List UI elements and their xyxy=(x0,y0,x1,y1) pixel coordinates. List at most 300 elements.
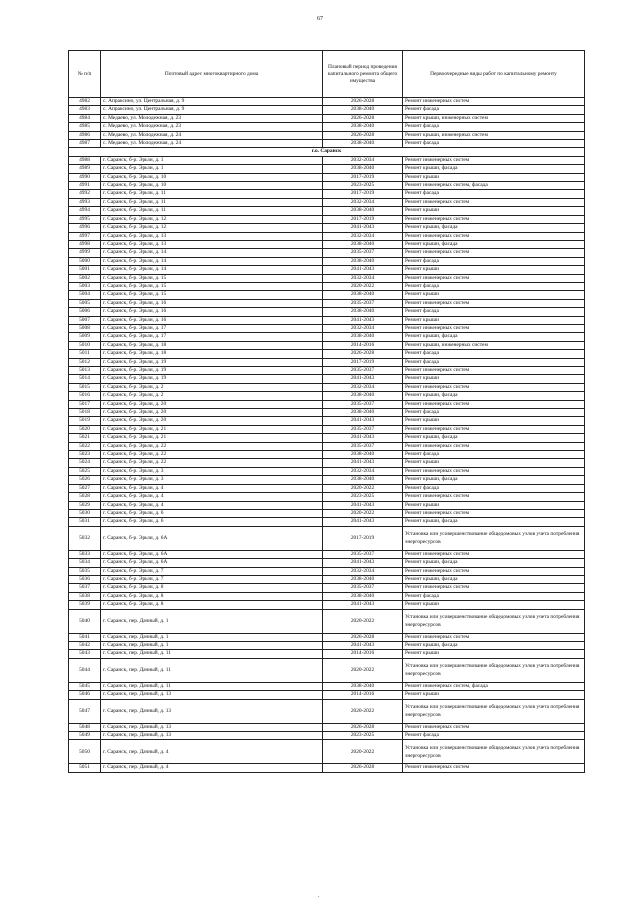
cell-period: 2023-2025 xyxy=(323,182,403,190)
cell-period: 2032-2034 xyxy=(323,383,403,391)
cell-address: г. Саранск, б-р. Эрьзи, д. 17 xyxy=(101,333,323,341)
cell-address: г. Саранск, б-р. Эрьзи, д. 18 xyxy=(101,350,323,358)
cell-works: Ремонт крыши, фасада xyxy=(403,476,585,484)
cell-period: 2041-2043 xyxy=(323,316,403,324)
table-row xyxy=(69,333,585,341)
table-row xyxy=(69,699,585,723)
group-title: г.о. Саранск xyxy=(69,148,585,156)
column-header-number: № п/п xyxy=(69,51,101,98)
cell-address: г. Саранск, б-р. Эрьзи, д. 11 xyxy=(101,190,323,198)
cell-number: 4986 xyxy=(69,131,101,139)
cell-period: 2014-2016 xyxy=(323,650,403,658)
cell-works: Ремонт инженерных систем xyxy=(403,249,585,257)
cell-address: г. Саранск, б-р. Эрьзи, д. 19 xyxy=(101,375,323,383)
cell-period: 2026-2028 xyxy=(323,131,403,139)
cell-number: 5015 xyxy=(69,383,101,391)
cell-number: 5038 xyxy=(69,592,101,600)
cell-address: г. Саранск, пер. Дачный, д. 13 xyxy=(101,732,323,740)
cell-address: г. Саранск, пер. Дачный, д. 11 xyxy=(101,650,323,658)
cell-works: Ремонт крыши, фасада xyxy=(403,224,585,232)
table-row xyxy=(69,641,585,649)
cell-number: 4993 xyxy=(69,198,101,206)
cell-works: Ремонт крыши xyxy=(403,501,585,509)
cell-works: Ремонт крыши xyxy=(403,459,585,467)
table-row xyxy=(69,291,585,299)
cell-period: 2038-2040 xyxy=(323,451,403,459)
cell-number: 4995 xyxy=(69,215,101,223)
cell-period: 2032-2034 xyxy=(323,567,403,575)
cell-works: Ремонт фасада xyxy=(403,451,585,459)
cell-address: г. Саранск, б-р. Эрьзи, д. 6А xyxy=(101,559,323,567)
cell-works: Ремонт фасада xyxy=(403,257,585,265)
cell-works: Ремонт крыши xyxy=(403,266,585,274)
cell-works: Ремонт инженерных систем xyxy=(403,98,585,106)
cell-period: 2020-2022 xyxy=(323,282,403,290)
cell-period: 2020-2022 xyxy=(323,509,403,517)
table-row xyxy=(69,182,585,190)
cell-period: 2041-2043 xyxy=(323,641,403,649)
table-row xyxy=(69,224,585,232)
cell-period: 2038-2040 xyxy=(323,308,403,316)
cell-works: Ремонт фасада xyxy=(403,308,585,316)
cell-number: 5028 xyxy=(69,493,101,501)
cell-number: 5012 xyxy=(69,358,101,366)
cell-works: Установка или усовершенствование общедомовых узлов учета потребления энергоресурсов xyxy=(403,526,585,550)
table-row xyxy=(69,249,585,257)
cell-number: 5007 xyxy=(69,316,101,324)
cell-address: г. Саранск, б-р. Эрьзи, д. 3 xyxy=(101,467,323,475)
cell-number: 5025 xyxy=(69,467,101,475)
cell-address: г. Саранск, б-р. Эрьзи, д. 13 xyxy=(101,232,323,240)
cell-works: Ремонт инженерных систем xyxy=(403,584,585,592)
cell-number: 5010 xyxy=(69,341,101,349)
cell-period: 2020-2022 xyxy=(323,609,403,633)
table-row xyxy=(69,198,585,206)
cell-number: 5037 xyxy=(69,584,101,592)
table-row xyxy=(69,392,585,400)
cell-number: 5031 xyxy=(69,518,101,526)
cell-address: г. Саранск, б-р. Эрьзи, д. 20 xyxy=(101,417,323,425)
table-header-row xyxy=(69,51,585,98)
cell-period: 2014-2016 xyxy=(323,341,403,349)
cell-number: 5003 xyxy=(69,282,101,290)
cell-address: г. Саранск, б-р. Эрьзи, д. 22 xyxy=(101,451,323,459)
cell-period: 2038-2040 xyxy=(323,123,403,131)
cell-address: г. Саранск, б-р. Эрьзи, д. 20 xyxy=(101,400,323,408)
cell-works: Ремонт крыши, фасада xyxy=(403,559,585,567)
table-row xyxy=(69,400,585,408)
cell-period: 2023-2025 xyxy=(323,732,403,740)
cell-works: Ремонт инженерных систем xyxy=(403,324,585,332)
cell-number: 5000 xyxy=(69,257,101,265)
cell-works: Ремонт крыши xyxy=(403,691,585,699)
table-row xyxy=(69,518,585,526)
cell-address: г. Саранск, пер. Дачный, д. 4 xyxy=(101,740,323,764)
table-row xyxy=(69,509,585,517)
cell-address: г. Саранск, б-р. Эрьзи, д. 8 xyxy=(101,601,323,609)
cell-period: 2035-2037 xyxy=(323,442,403,450)
cell-works: Установка или усовершенствование общедомовых узлов учета потребления энергоресурсов xyxy=(403,658,585,682)
table-row xyxy=(69,114,585,122)
cell-address: г. Саранск, б-р. Эрьзи, д. 15 xyxy=(101,282,323,290)
cell-works: Ремонт крыши, фасада xyxy=(403,575,585,583)
cell-number: 5039 xyxy=(69,601,101,609)
table-row xyxy=(69,417,585,425)
cell-works: Ремонт инженерных систем xyxy=(403,198,585,206)
table-row xyxy=(69,140,585,148)
cell-number: 5033 xyxy=(69,550,101,558)
cell-address: г. Саранск, б-р. Эрьзи, д. 1 xyxy=(101,165,323,173)
cell-number: 5035 xyxy=(69,567,101,575)
cell-works: Установка или усовершенствование общедомовых узлов учета потребления энергоресурсов xyxy=(403,609,585,633)
cell-period: 2014-2016 xyxy=(323,691,403,699)
cell-works: Ремонт крыши, фасада xyxy=(403,434,585,442)
column-header-period: Плановый период проведения капитального ремонта общего имущества xyxy=(323,51,403,98)
cell-works: Ремонт крыши, фасада xyxy=(403,518,585,526)
cell-address: г. Саранск, б-р. Эрьзи, д. 22 xyxy=(101,459,323,467)
table-row xyxy=(69,409,585,417)
column-header-works: Первоочередные виды работ по капитальному ремонту xyxy=(403,51,585,98)
cell-address: г. Саранск, б-р. Эрьзи, д. 2 xyxy=(101,383,323,391)
table-row xyxy=(69,358,585,366)
footer-mark: . xyxy=(318,893,320,899)
table-row xyxy=(69,106,585,114)
cell-works: Ремонт инженерных систем xyxy=(403,567,585,575)
cell-period: 2038-2040 xyxy=(323,207,403,215)
cell-period: 2032-2034 xyxy=(323,198,403,206)
cell-works: Ремонт фасада xyxy=(403,409,585,417)
cell-number: 5030 xyxy=(69,509,101,517)
cell-address: г. Саранск, б-р. Эрьзи, д. 19 xyxy=(101,367,323,375)
cell-number: 4992 xyxy=(69,190,101,198)
table-row xyxy=(69,575,585,583)
table-row xyxy=(69,732,585,740)
cell-address: г. Саранск, пер. Дачный, д. 1 xyxy=(101,641,323,649)
table-row xyxy=(69,131,585,139)
cell-address: г. Саранск, пер. Дачный, д. 13 xyxy=(101,723,323,731)
table-row xyxy=(69,723,585,731)
cell-number: 5041 xyxy=(69,633,101,641)
cell-address: г. Саранск, б-р. Эрьзи, д. 13 xyxy=(101,240,323,248)
table-row xyxy=(69,740,585,764)
table-row xyxy=(69,274,585,282)
cell-address: г. Саранск, б-р. Эрьзи, д. 8 xyxy=(101,584,323,592)
cell-period: 2035-2037 xyxy=(323,367,403,375)
cell-works: Ремонт фасада xyxy=(403,190,585,198)
cell-period: 2032-2034 xyxy=(323,156,403,164)
table-row xyxy=(69,308,585,316)
cell-works: Ремонт крыши xyxy=(403,291,585,299)
cell-address: г. Саранск, б-р. Эрьзи, д. 12 xyxy=(101,215,323,223)
cell-works: Ремонт фасада xyxy=(403,592,585,600)
cell-number: 4987 xyxy=(69,140,101,148)
table-row xyxy=(69,215,585,223)
cell-works: Ремонт инженерных систем xyxy=(403,367,585,375)
cell-address: г. Саранск, б-р. Эрьзи, д. 4 xyxy=(101,493,323,501)
cell-number: 5021 xyxy=(69,434,101,442)
cell-number: 5051 xyxy=(69,764,101,772)
cell-number: 4983 xyxy=(69,106,101,114)
cell-number: 5008 xyxy=(69,324,101,332)
cell-period: 2020-2022 xyxy=(323,699,403,723)
cell-period: 2017-2019 xyxy=(323,173,403,181)
cell-address: г. Саранск, пер. Дачный, д. 13 xyxy=(101,699,323,723)
cell-works: Ремонт фасада xyxy=(403,106,585,114)
cell-address: г. Саранск, пер. Дачный, д. 13 xyxy=(101,691,323,699)
table-row xyxy=(69,123,585,131)
table-row xyxy=(69,764,585,772)
cell-address: г. Саранск, б-р. Эрьзи, д. 4 xyxy=(101,501,323,509)
cell-number: 5014 xyxy=(69,375,101,383)
cell-address: с. Медаево, ул. Молодежная, д. 23 xyxy=(101,123,323,131)
cell-address: г. Саранск, б-р. Эрьзи, д. 16 xyxy=(101,299,323,307)
cell-number: 4991 xyxy=(69,182,101,190)
cell-address: г. Саранск, б-р. Эрьзи, д. 7 xyxy=(101,575,323,583)
cell-works: Ремонт крыши xyxy=(403,207,585,215)
cell-number: 5043 xyxy=(69,650,101,658)
cell-address: г. Саранск, пер. Дачный, д. 11 xyxy=(101,658,323,682)
cell-works: Ремонт крыши xyxy=(403,375,585,383)
cell-number: 5040 xyxy=(69,609,101,633)
cell-period: 2038-2040 xyxy=(323,291,403,299)
cell-period: 2041-2043 xyxy=(323,459,403,467)
table-row xyxy=(69,601,585,609)
page-number: 67 xyxy=(317,16,323,22)
cell-number: 4990 xyxy=(69,173,101,181)
cell-number: 5017 xyxy=(69,400,101,408)
cell-number: 5048 xyxy=(69,723,101,731)
cell-period: 2038-2040 xyxy=(323,575,403,583)
cell-address: г. Саранск, б-р. Эрьзи, д. 17 xyxy=(101,324,323,332)
table-row xyxy=(69,467,585,475)
cell-period: 2041-2043 xyxy=(323,434,403,442)
cell-period: 2032-2034 xyxy=(323,274,403,282)
cell-works: Ремонт крыши, фасада xyxy=(403,641,585,649)
column-header-address: Почтовый адрес многоквартирного дома xyxy=(101,51,323,98)
cell-period: 2038-2040 xyxy=(323,257,403,265)
cell-address: г. Саранск, б-р. Эрьзи, д. 11 xyxy=(101,198,323,206)
cell-address: г. Саранск, б-р. Эрьзи, д. 16 xyxy=(101,316,323,324)
cell-number: 5027 xyxy=(69,484,101,492)
cell-works: Ремонт фасада xyxy=(403,123,585,131)
table-row xyxy=(69,240,585,248)
cell-address: г. Саранск, б-р. Эрьзи, д. 3 xyxy=(101,476,323,484)
cell-period: 2023-2025 xyxy=(323,493,403,501)
cell-address: с. Медаево, ул. Молодежная, д. 23 xyxy=(101,114,323,122)
cell-address: г. Саранск, б-р. Эрьзи, д. 18 xyxy=(101,341,323,349)
cell-address: г. Саранск, б-р. Эрьзи, д. 20 xyxy=(101,409,323,417)
cell-address: г. Саранск, б-р. Эрьзи, д. 10 xyxy=(101,173,323,181)
cell-number: 5013 xyxy=(69,367,101,375)
cell-period: 2038-2040 xyxy=(323,682,403,690)
cell-number: 5009 xyxy=(69,333,101,341)
table-row xyxy=(69,592,585,600)
cell-number: 5018 xyxy=(69,409,101,417)
table-row xyxy=(69,559,585,567)
cell-works: Ремонт инженерных систем xyxy=(403,633,585,641)
cell-number: 5004 xyxy=(69,291,101,299)
table-row xyxy=(69,375,585,383)
table-row xyxy=(69,282,585,290)
table-row xyxy=(69,584,585,592)
cell-period: 2038-2040 xyxy=(323,333,403,341)
cell-address: г. Саранск, б-р. Эрьзи, д. 6 xyxy=(101,518,323,526)
cell-number: 5023 xyxy=(69,451,101,459)
cell-address: г. Саранск, б-р. Эрьзи, д. 19 xyxy=(101,358,323,366)
cell-address: г. Саранск, б-р. Эрьзи, д. 12 xyxy=(101,224,323,232)
cell-address: г. Саранск, б-р. Эрьзи, д. 21 xyxy=(101,434,323,442)
table-row xyxy=(69,526,585,550)
cell-works: Ремонт фасада xyxy=(403,484,585,492)
cell-works: Ремонт фасада xyxy=(403,358,585,366)
cell-number: 5042 xyxy=(69,641,101,649)
cell-works: Ремонт инженерных систем xyxy=(403,723,585,731)
cell-works: Установка или усовершенствование общедомовых узлов учета потребления энергоресурсов xyxy=(403,699,585,723)
cell-number: 5044 xyxy=(69,658,101,682)
cell-address: г. Саранск, пер. Дачный, д. 1 xyxy=(101,633,323,641)
cell-period: 2041-2043 xyxy=(323,501,403,509)
cell-period: 2041-2043 xyxy=(323,266,403,274)
cell-period: 2041-2043 xyxy=(323,375,403,383)
cell-period: 2017-2019 xyxy=(323,215,403,223)
cell-number: 4996 xyxy=(69,224,101,232)
cell-period: 2035-2037 xyxy=(323,249,403,257)
cell-address: г. Саранск, б-р. Эрьзи, д. 7 xyxy=(101,567,323,575)
cell-number: 5001 xyxy=(69,266,101,274)
cell-address: г. Саранск, б-р. Эрьзи, д. 15 xyxy=(101,291,323,299)
cell-works: Ремонт инженерных систем xyxy=(403,232,585,240)
cell-number: 5016 xyxy=(69,392,101,400)
cell-period: 2038-2040 xyxy=(323,106,403,114)
cell-works: Ремонт крыши, фасада xyxy=(403,165,585,173)
cell-period: 2026-2028 xyxy=(323,633,403,641)
table-row xyxy=(69,165,585,173)
cell-works: Ремонт фасада xyxy=(403,350,585,358)
cell-address: г. Саранск, б-р. Эрьзи, д. 14 xyxy=(101,257,323,265)
table-row xyxy=(69,207,585,215)
table-row xyxy=(69,383,585,391)
cell-period: 2026-2028 xyxy=(323,764,403,772)
table-row xyxy=(69,341,585,349)
cell-address: г. Саранск, б-р. Эрьзи, д. 11 xyxy=(101,207,323,215)
cell-period: 2035-2037 xyxy=(323,425,403,433)
table-row xyxy=(69,658,585,682)
cell-number: 5036 xyxy=(69,575,101,583)
table-row xyxy=(69,484,585,492)
cell-number: 5050 xyxy=(69,740,101,764)
cell-address: г. Саранск, б-р. Эрьзи, д. 6А xyxy=(101,550,323,558)
cell-number: 4994 xyxy=(69,207,101,215)
cell-period: 2035-2037 xyxy=(323,299,403,307)
cell-works: Ремонт крыши, инженерных систем xyxy=(403,114,585,122)
cell-number: 5005 xyxy=(69,299,101,307)
cell-address: г. Саранск, б-р. Эрьзи, д. 2 xyxy=(101,392,323,400)
cell-works: Ремонт инженерных систем xyxy=(403,425,585,433)
cell-number: 4989 xyxy=(69,165,101,173)
cell-period: 2041-2043 xyxy=(323,559,403,567)
table-row xyxy=(69,316,585,324)
cell-works: Ремонт фасада xyxy=(403,732,585,740)
table-row xyxy=(69,442,585,450)
table-row xyxy=(69,682,585,690)
cell-period: 2032-2034 xyxy=(323,324,403,332)
cell-works: Ремонт крыши xyxy=(403,417,585,425)
cell-address: г. Саранск, б-р. Эрьзи, д. 15 xyxy=(101,274,323,282)
cell-number: 4999 xyxy=(69,249,101,257)
cell-number: 5019 xyxy=(69,417,101,425)
cell-works: Ремонт инженерных систем, фасада xyxy=(403,682,585,690)
cell-address: г. Саранск, б-р. Эрьзи, д. 6А xyxy=(101,526,323,550)
cell-address: г. Саранск, пер. Дачный, д. 11 xyxy=(101,682,323,690)
table-body xyxy=(69,98,585,773)
cell-number: 5047 xyxy=(69,699,101,723)
cell-works: Ремонт крыши, фасада xyxy=(403,240,585,248)
cell-number: 5002 xyxy=(69,274,101,282)
table-row xyxy=(69,232,585,240)
cell-address: г. Саранск, б-р. Эрьзи, д. 6 xyxy=(101,509,323,517)
cell-number: 4998 xyxy=(69,240,101,248)
cell-works: Ремонт инженерных систем xyxy=(403,400,585,408)
table-row xyxy=(69,190,585,198)
cell-works: Ремонт инженерных систем xyxy=(403,442,585,450)
cell-period: 2041-2043 xyxy=(323,601,403,609)
cell-number: 5045 xyxy=(69,682,101,690)
cell-period: 2038-2040 xyxy=(323,140,403,148)
cell-address: г. Саранск, б-р. Эрьзи, д. 14 xyxy=(101,266,323,274)
cell-number: 5026 xyxy=(69,476,101,484)
cell-number: 4984 xyxy=(69,114,101,122)
cell-period: 2035-2037 xyxy=(323,550,403,558)
cell-address: г. Саранск, б-р. Эрьзи, д. 8 xyxy=(101,592,323,600)
cell-works: Ремонт инженерных систем xyxy=(403,493,585,501)
cell-period: 2038-2040 xyxy=(323,409,403,417)
cell-works: Ремонт инженерных систем xyxy=(403,156,585,164)
cell-address: г. Саранск, пер. Дачный, д. 1 xyxy=(101,609,323,633)
cell-number: 5046 xyxy=(69,691,101,699)
cell-works: Ремонт инженерных систем xyxy=(403,467,585,475)
cell-works: Ремонт инженерных систем xyxy=(403,215,585,223)
cell-number: 4982 xyxy=(69,98,101,106)
cell-period: 2035-2037 xyxy=(323,400,403,408)
table-row xyxy=(69,609,585,633)
cell-number: 4997 xyxy=(69,232,101,240)
cell-works: Ремонт фасада xyxy=(403,282,585,290)
table-row xyxy=(69,633,585,641)
table-row xyxy=(69,650,585,658)
cell-address: г. Саранск, б-р. Эрьзи, д. 21 xyxy=(101,425,323,433)
cell-period: 2038-2040 xyxy=(323,476,403,484)
table-row xyxy=(69,173,585,181)
cell-number: 5020 xyxy=(69,425,101,433)
cell-period: 2041-2043 xyxy=(323,224,403,232)
cell-period: 2020-2022 xyxy=(323,484,403,492)
cell-works: Ремонт инженерных систем xyxy=(403,299,585,307)
cell-period: 2032-2034 xyxy=(323,467,403,475)
cell-period: 2020-2022 xyxy=(323,740,403,764)
table-row xyxy=(69,324,585,332)
cell-period: 2020-2022 xyxy=(323,658,403,682)
cell-number: 5006 xyxy=(69,308,101,316)
cell-works: Ремонт крыши, инженерных систем xyxy=(403,131,585,139)
cell-works: Ремонт крыши, фасада xyxy=(403,392,585,400)
table-row xyxy=(69,501,585,509)
cell-works: Ремонт инженерных систем xyxy=(403,509,585,517)
table-row xyxy=(69,367,585,375)
cell-number: 4988 xyxy=(69,156,101,164)
cell-works: Ремонт инженерных систем, фасада xyxy=(403,182,585,190)
cell-works: Ремонт крыши xyxy=(403,601,585,609)
table-row xyxy=(69,451,585,459)
